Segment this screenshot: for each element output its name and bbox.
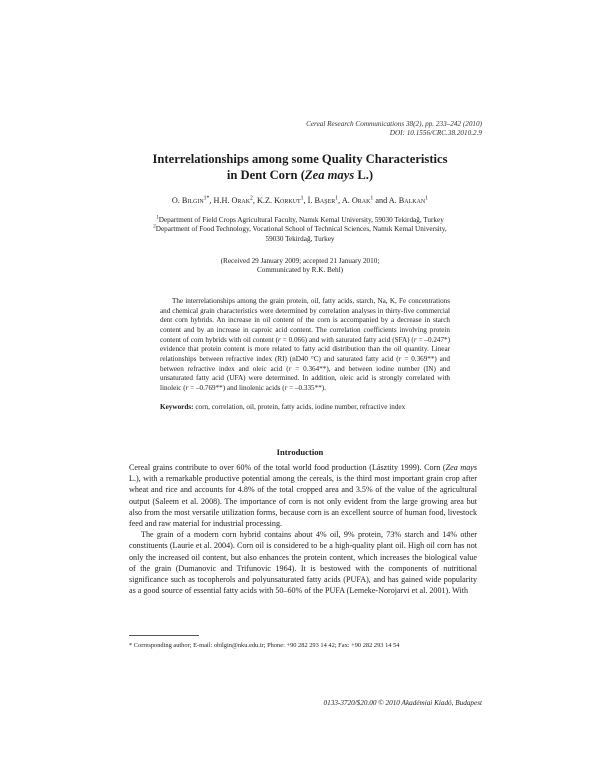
paragraph: Cereal grains contribute to over 60% of the total world food production (Lásztity 1999). Corn (Zea mays L.), with a remarkable productive potential among the cereals, is the third most important grain crop after wheat and rice and accounts for 4.8% of the total cropped area and 3.5% of the value of the agricultural output (Saleem et al. 2008). The importance of corn is not only evident from the large growing area but also from the most versatile utilization forms, because corn is an excellent source of human food, livestock feed and raw material for industrial processing. [129, 463, 477, 529]
author: K.Z. Korkut$^1$ [257, 195, 304, 205]
keywords-label: Keywords: [160, 403, 194, 411]
section-heading-introduction: Introduction [276, 447, 324, 457]
author: A. Orak$^1$ [341, 195, 374, 205]
journal-citation: Cereal Research Communications 38(2), pp. 233–242 (2010) [306, 120, 482, 128]
communicated-by: Communicated by R.K. Behl) [256, 266, 344, 275]
authors-and: and [375, 196, 388, 205]
article-dates [0, 257, 600, 276]
affiliation-1: $^1$Department of Field Crops Agricultural Faculty, Namık Kemal University, 59030 Tekirdağ, Turkey [156, 215, 444, 224]
author: H.H. Orak$^2$ [213, 195, 253, 205]
title-line-2 [0, 168, 600, 184]
title-part: in Dent Corn ( [226, 167, 305, 182]
article-title [0, 152, 600, 183]
keywords-list: corn, correlation, oil, protein, fatty acids, iodine number, refractive index [193, 403, 406, 411]
author: O. Bilgin$^{1*}$ [171, 195, 210, 205]
author: A. Balkan$^1$ [388, 195, 429, 205]
paragraph: The grain of a modern corn hybrid contains about 4% oil, 9% protein, 73% starch and 14% other constituents (Laurie et al. 2004). Corn oil is considered to be a high-quality plant oil. High oil corn has not only the increased oil content, but also enhances the protein content, which increases the biological value of the grain (Dumanovic and Trifunovic 1964). It is bestowed with the components of nutritional significance such as tocopherols and polyunsaturated fatty acids (PUFA), and has gained wide popularity as a good source of essential fatty acids with 50–60% of the PUFA (Lemeke-Norojarvi et al. 2001). With [129, 530, 477, 596]
title-species: Zea mays [304, 167, 355, 182]
page-footer: 0133-3720/$20.00 © 2010 Akadémiai Kiadó, Budapest [323, 699, 482, 707]
affiliations [0, 216, 600, 244]
corresponding-author-footnote: * Corresponding author; E-mail: obilgin@nku.edu.tr; Phone: +90 282 293 14 42; Fax: +90 282 293 14 54 [129, 642, 400, 649]
title-line-1: Interrelationships among some Quality Characteristics [152, 152, 448, 166]
received-accepted: (Received 29 January 2009; accepted 21 January 2010; [220, 257, 380, 265]
keywords [160, 403, 460, 413]
affiliation-2: $^2$Department of Food Technology, Vocational School of Technical Sciences, Namık Kemal University, [153, 224, 447, 234]
title-part: L.) [354, 167, 374, 182]
footnote-divider [129, 635, 199, 636]
author-list: O. Bilgin$^{1*}$, H.H. Orak$^2$, K.Z. Korkut$^1$, İ. Başer$^1$, A. Orak$^1$ and A. Balkan$^1$ [171, 195, 429, 205]
journal-doi: DOI: 10.1556/CRC.38.2010.2.9 [389, 129, 482, 137]
author: İ. Başer$^1$ [307, 195, 339, 205]
affiliation-2-continued: 59030 Tekirdağ, Turkey [265, 234, 335, 243]
journal-header [306, 120, 482, 138]
abstract-text: The interrelationships among the grain protein, oil, fatty acids, starch, Na, K, Fe concentrations and chemical grain characteristics were determined by correlation analyses in thirty-five commercial dent corn hybrids. An increase in oil content of the corn is accompanied by a decrease in starch content and by an increase in caproic acid content. The correlation coefficients involving protein content of corn hybrids with oil content (r = 0.066) and with saturated fatty acid (SFA) (r = –0.247*) evidence that protein content is more related to fatty acid distribution than the oil quantity. Linear relationships between refractive index (RI) (nD40 °C) and saturated fatty acid (r = 0.369**) and between refractive index and oleic acid (r = 0.364**), and between iodine number (IN) and unsaturated fatty acid (UFA) were determined. In addition, oleic acid is strongly correlated with linoleic (r = –0.769**) and linolenic acids (r = –0.335**). [160, 297, 451, 392]
introduction-body [129, 462, 477, 596]
abstract [160, 297, 450, 394]
